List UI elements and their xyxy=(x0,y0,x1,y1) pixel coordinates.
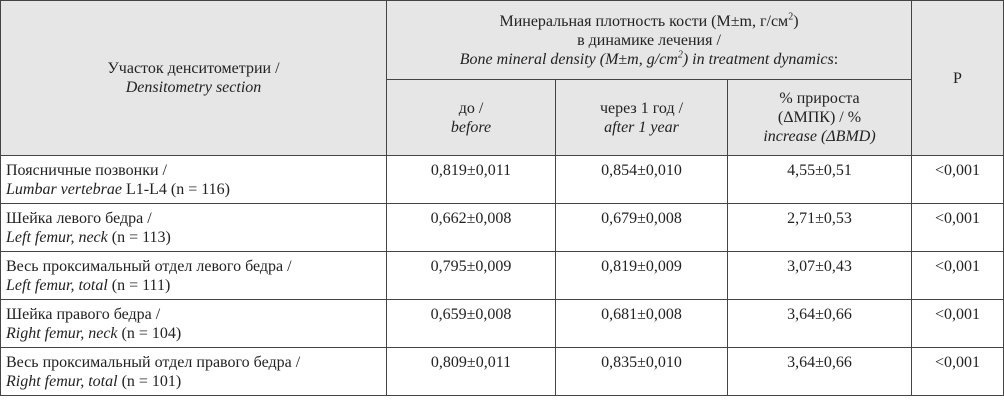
header-before: до / before xyxy=(387,80,556,156)
header-site-ru: Участок денситометрии / xyxy=(107,60,280,77)
p-cell: <0,001 xyxy=(912,348,1004,396)
after-cell: 0,835±0,010 xyxy=(556,348,728,396)
table-row xyxy=(1,300,1004,348)
table-row xyxy=(1,156,1004,204)
header-bmd xyxy=(387,1,912,80)
table-row xyxy=(1,348,1004,396)
increase-cell: 2,71±0,53 xyxy=(728,204,912,252)
before-cell: 0,819±0,011 xyxy=(387,156,556,204)
site-cell: Весь проксимальный отдел левого бедра / Left femur, total (n = 111) xyxy=(1,252,387,300)
increase-cell: 4,55±0,51 xyxy=(728,156,912,204)
header-p: P xyxy=(912,1,1004,156)
header-bmd-line2: в динамике лечения / xyxy=(577,31,721,49)
before-cell: 0,659±0,008 xyxy=(387,300,556,348)
table-row xyxy=(1,204,1004,252)
table-row xyxy=(1,252,1004,300)
after-cell: 0,819±0,009 xyxy=(556,252,728,300)
after-cell: 0,854±0,010 xyxy=(556,156,728,204)
before-cell: 0,809±0,011 xyxy=(387,348,556,396)
increase-cell: 3,64±0,66 xyxy=(728,348,912,396)
p-cell: <0,001 xyxy=(912,300,1004,348)
increase-cell: 3,64±0,66 xyxy=(728,300,912,348)
header-after: через 1 год / after 1 year xyxy=(556,80,728,156)
header-bmd-line1: Минеральная плотность кости (M±m, $г/см^2$) xyxy=(499,11,799,30)
header-site xyxy=(1,1,387,156)
p-cell: <0,001 xyxy=(912,204,1004,252)
after-cell: 0,679±0,008 xyxy=(556,204,728,252)
header-increase: % прироста (ΔМПК) / % increase (ΔBMD) xyxy=(728,80,912,156)
before-cell: 0,795±0,009 xyxy=(387,252,556,300)
header-site-en: Densitometry section xyxy=(125,79,262,96)
header-bmd-line3: Bone mineral density (M±m, $g/cm^2$) in treatment dynamics: xyxy=(459,49,839,68)
site-cell: Весь проксимальный отдел правого бедра / Right femur, total (n = 101) xyxy=(1,348,387,396)
increase-cell: 3,07±0,43 xyxy=(728,252,912,300)
p-cell: <0,001 xyxy=(912,156,1004,204)
after-cell: 0,681±0,008 xyxy=(556,300,728,348)
p-cell: <0,001 xyxy=(912,252,1004,300)
site-cell: Шейка левого бедра / Left femur, neck (n = 113) xyxy=(1,204,387,252)
before-cell: 0,662±0,008 xyxy=(387,204,556,252)
site-cell: Поясничные позвонки / Lumbar vertebrae L1-L4 (n = 116) xyxy=(1,156,387,204)
site-cell: Шейка правого бедра / Right femur, neck (n = 104) xyxy=(1,300,387,348)
